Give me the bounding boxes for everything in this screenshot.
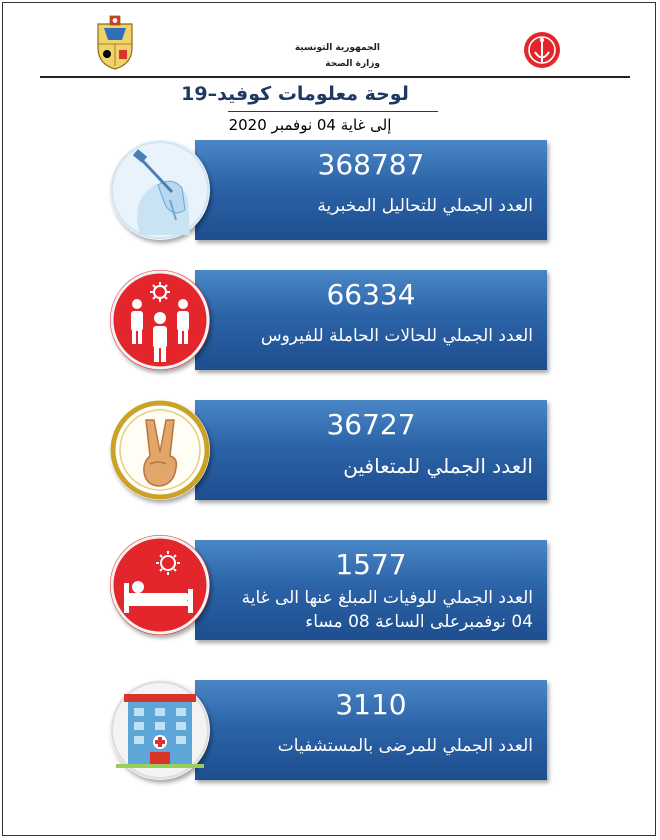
card-value: 3110 <box>335 688 407 721</box>
card-label: العدد الجملي للمرضى بالمستشفيات <box>277 736 533 756</box>
lab-test-icon <box>110 140 210 240</box>
tunisia-coat-of-arms-icon <box>92 14 138 70</box>
card-value: 66334 <box>326 278 416 311</box>
card-label <box>242 586 533 634</box>
card-label-line1: العدد الجملي للوفيات المبلغ عنها الى غاية <box>241 588 533 608</box>
victory-hand-icon <box>110 400 210 500</box>
card-label: العدد الجملي للمتعافين <box>343 454 533 478</box>
card-hospitalized <box>195 680 547 780</box>
card-label-line2: 04 نوفمبرعلى الساعة 08 مساء <box>305 612 533 632</box>
republic-label: الجمهورية التونسية <box>294 43 380 53</box>
ministry-health-logo-icon <box>522 30 562 70</box>
title-underline <box>228 111 438 112</box>
page-subtitle: إلى غاية 04 نوفمبر 2020 <box>228 116 392 134</box>
card-deaths <box>195 540 547 640</box>
card-value: 1577 <box>335 548 407 581</box>
ministry-label: وزارة الصحة <box>325 59 380 69</box>
header-rule <box>40 76 630 78</box>
card-label: العدد الجملي للحالات الحاملة للفيروس <box>260 326 533 346</box>
card-value: 368787 <box>317 148 425 181</box>
card-recovered <box>195 400 547 500</box>
card-lab-tests <box>195 140 547 240</box>
hospital-icon <box>110 680 210 780</box>
card-value: 36727 <box>326 408 416 441</box>
page-title: لوحة معلومات كوفيد–19 <box>181 83 409 105</box>
patient-bed-icon <box>110 535 210 635</box>
card-label: العدد الجملي للتحاليل المخبرية <box>317 196 533 216</box>
header-text <box>250 40 380 72</box>
infected-people-icon <box>110 270 210 370</box>
card-positive-cases <box>195 270 547 370</box>
